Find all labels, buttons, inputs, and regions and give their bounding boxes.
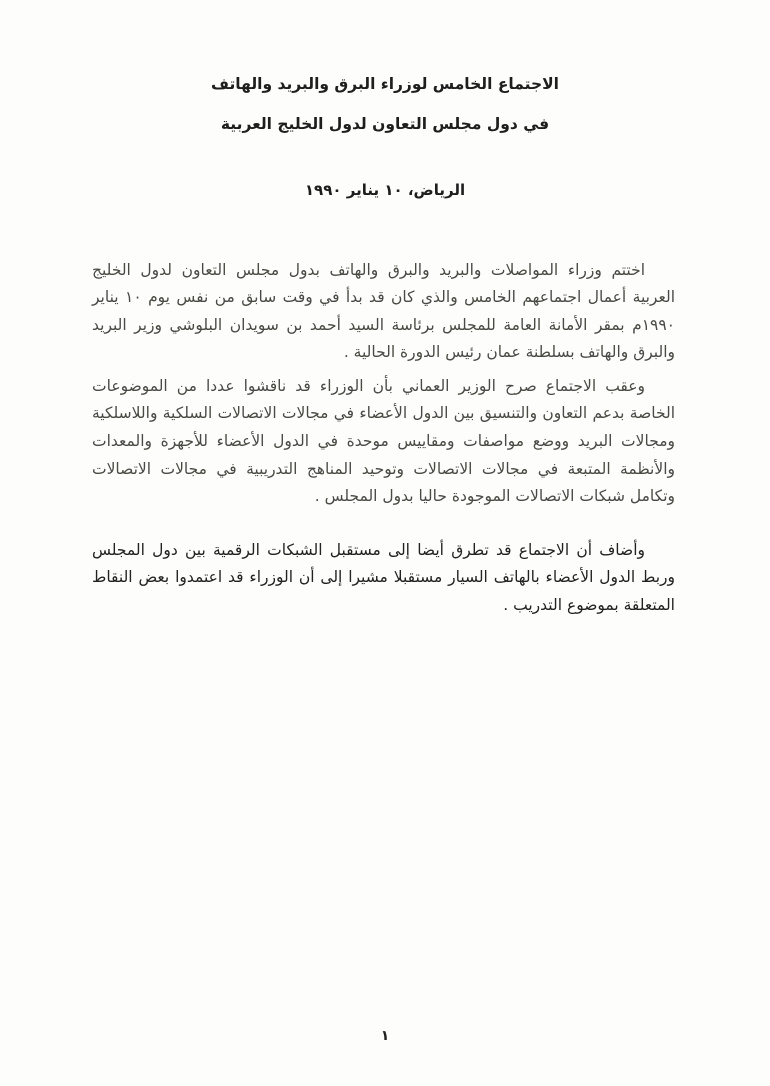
paragraph-3: وأضاف أن الاجتماع قد تطرق أيضا إلى مستقبل الشبكات الرقمية بين دول المجلس وربط الدول الأعضاء بالهاتف السيار مستقبلا مشيرا إلى أن الوزراء قد اعتمدوا بعض النقاط المتعلقة بموضوع التدريب . — [92, 540, 675, 614]
title-line-2: في دول مجلس التعاون لدول الخليج العربية — [220, 115, 550, 134]
paragraph-2: وعقب الاجتماع صرح الوزير العماني بأن الوزراء قد ناقشوا عددا من الموضوعات الخاصة بدعم التعاون والتنسيق بين الدول الأعضاء في مجالات الاتصالات السلكية واللاسلكية ومجالات البريد ووضع مواصفات ومقاييس موحدة في الدول الأعضاء للأجهزة والمعدات والأنظمة المتبعة في مجالات الاتصالات وتوحيد المناهج التدريبية في مجالات الاتصالات وتكامل شبكات الاتصالات الموجودة حاليا بدول المجلس . — [92, 376, 675, 506]
document-title — [0, 0, 770, 145]
page-number: ١ — [380, 1028, 390, 1044]
title-line-1: الاجتماع الخامس لوزراء البرق والبريد والهاتف — [211, 75, 559, 93]
date-line: الرياض، ١٠ يناير ١٩٩٠ — [304, 180, 466, 199]
document-body — [92, 257, 675, 620]
paragraph-1: اختتم وزراء المواصلات والبريد والبرق والهاتف بدول مجلس التعاون لدول الخليج العربية أعمال اجتماعهم الخامس والذي كان قد بدأ في وقت سابق من نفس يوم ١٠ يناير ١٩٩٠م بمقر الأمانة العامة للمجلس برئاسة السيد أحمد بن سويدان البلوشي وزير البريد والبرق والهاتف بسلطنة عمان رئيس الدورة الحالية . — [92, 260, 675, 362]
